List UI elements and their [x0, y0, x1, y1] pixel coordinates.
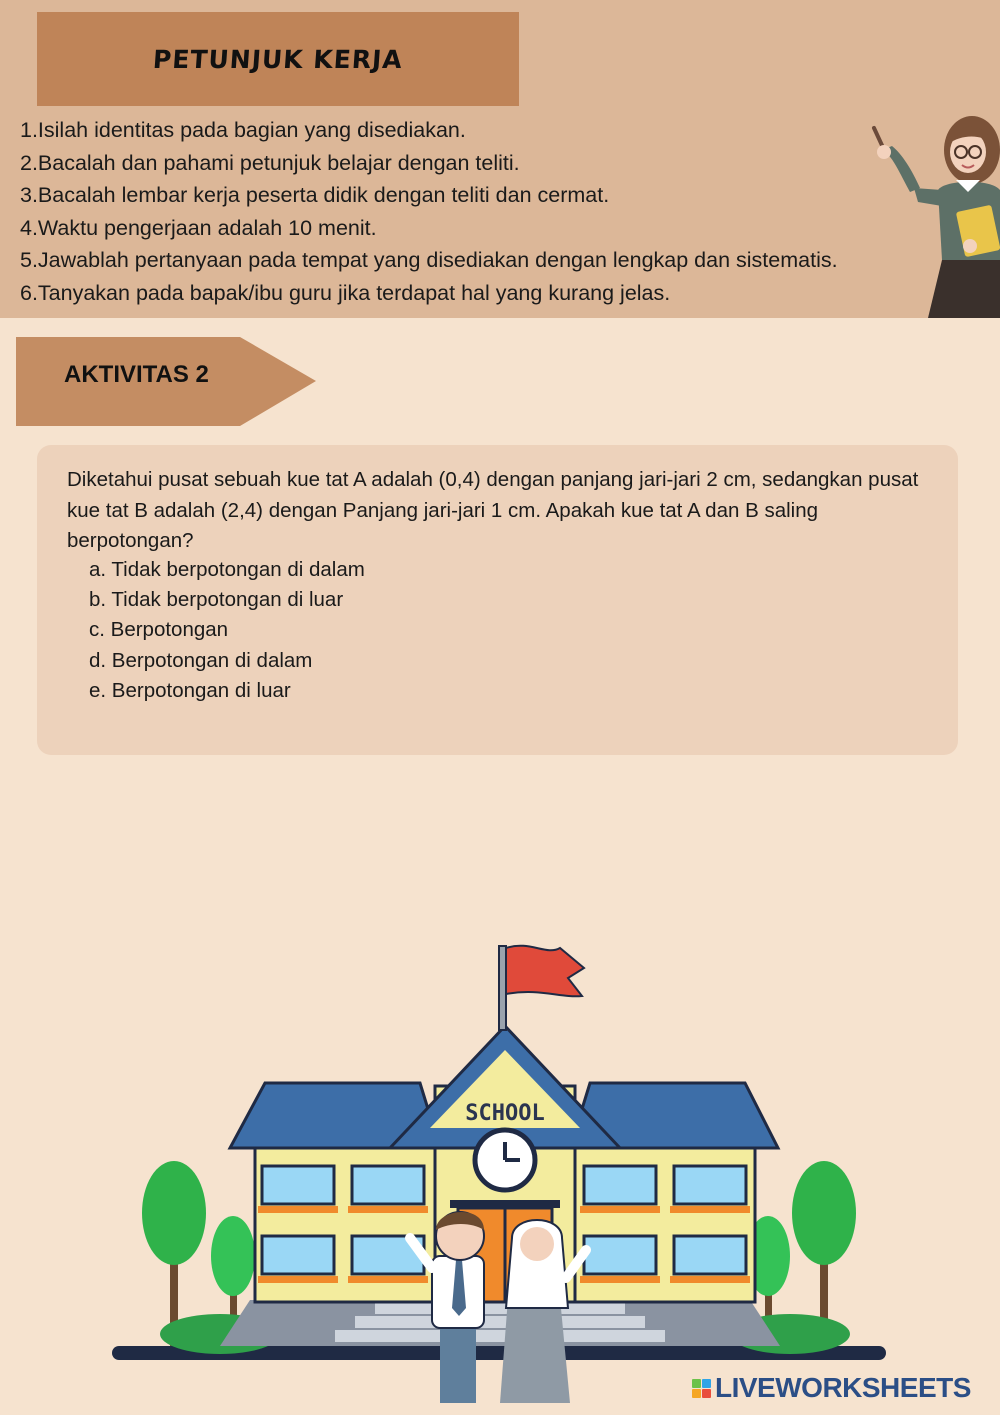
answer-option[interactable]: e. Berpotongan di luar [89, 678, 291, 702]
answer-option[interactable]: b. Tidak berpotongan di luar [89, 588, 344, 612]
activity-tag [16, 337, 316, 432]
brand-name: LIVEWORKSHEETS [715, 1372, 971, 1403]
instruction-item: 1.Isilah identitas pada bagian yang disediakan. [20, 118, 466, 142]
instructions-panel [0, 0, 1000, 318]
instruction-list [20, 114, 838, 309]
title-box [37, 12, 519, 106]
brand-logo-icon [692, 1379, 711, 1398]
liveworksheets-brand [692, 1372, 971, 1404]
school-sign: SCHOOL [465, 1101, 545, 1126]
instruction-item: 2.Bacalah dan pahami petunjuk belajar dengan teliti. [20, 150, 520, 175]
question-card [37, 445, 958, 755]
school-illustration [110, 938, 900, 1410]
instruction-item: 3.Bacalah lembar kerja peserta didik dengan teliti dan cermat. [20, 183, 610, 207]
instruction-item: 4.Waktu pengerjaan adalah 10 menit. [20, 215, 377, 240]
answer-option[interactable]: d. Berpotongan di dalam [89, 648, 313, 672]
instruction-item: 6.Tanyakan pada bapak/ibu guru jika terdapat hal yang kurang jelas. [20, 280, 671, 305]
activity-label: AKTIVITAS 2 [64, 361, 209, 388]
answer-option[interactable]: c. Berpotongan [89, 618, 229, 642]
question-text: Diketahui pusat sebuah kue tat A adalah (0,4) dengan panjang jari-jari 2 cm, sedangkan pusat kue tat B adalah (2,4) dengan Panjang jari-jari 1 cm. Apakah kue tat A dan B saling berpotongan? [67, 468, 919, 552]
page-title: PETUNJUK KERJA [152, 44, 404, 74]
answer-option[interactable]: a. Tidak berpotongan di dalam [89, 558, 365, 581]
answer-options [89, 555, 365, 706]
instruction-item: 5.Jawablah pertanyaan pada tempat yang disediakan dengan lengkap dan sistematis. [20, 248, 838, 272]
teacher-illustration [862, 110, 1000, 318]
